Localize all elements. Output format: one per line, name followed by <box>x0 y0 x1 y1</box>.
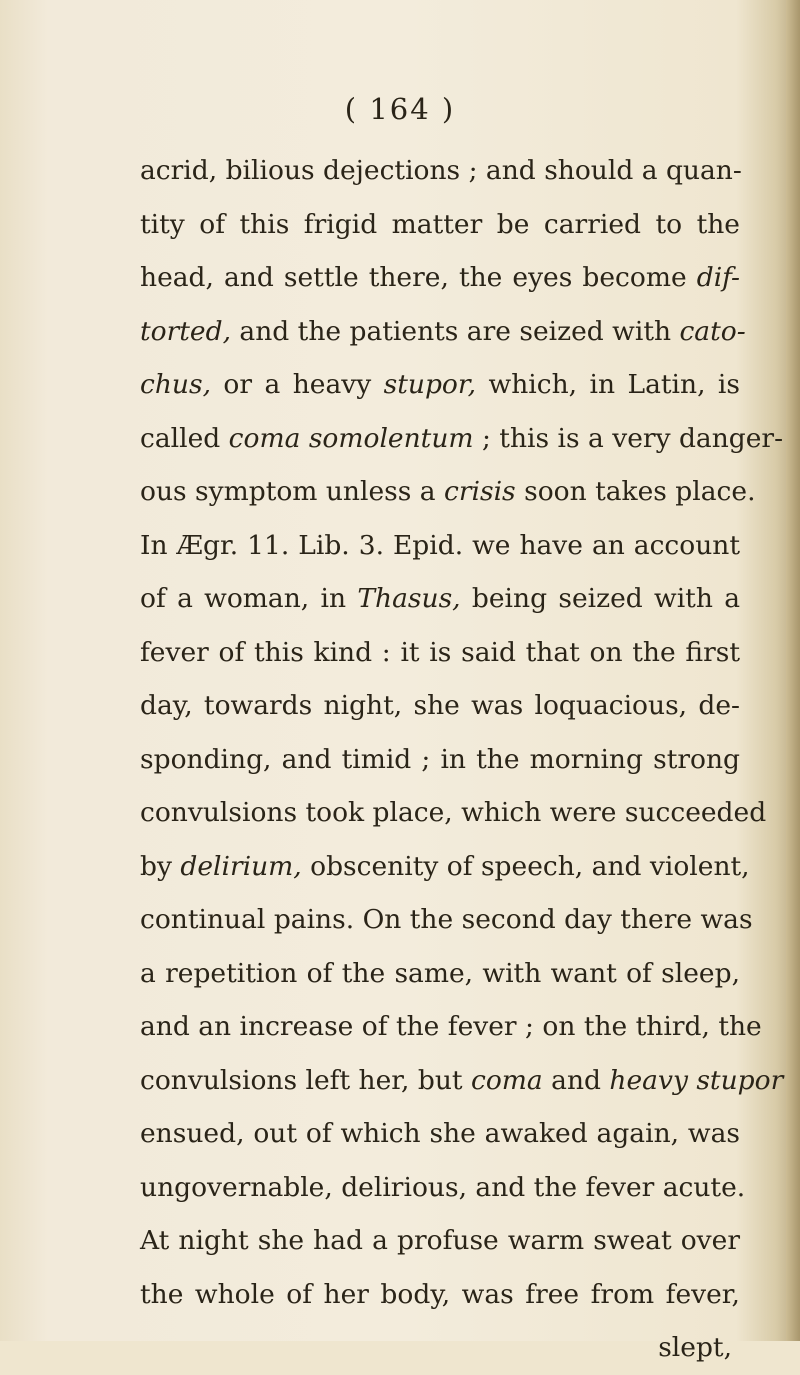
text-segment: of a woman, in <box>140 583 358 614</box>
text-segment: which, in Latin, is <box>476 369 740 400</box>
italic-text: crisis <box>444 476 516 507</box>
text-line <box>140 1214 740 1268</box>
text-line <box>140 412 784 466</box>
text-segment: head, and settle there, the eyes become <box>140 262 697 293</box>
italic-text: Thasus, <box>357 583 461 614</box>
italic-text: delirium, <box>180 850 302 882</box>
text-segment: In Ægr. 11. Lib. 3. Epid. we have an account <box>140 529 740 561</box>
text-segment: a repetition of the same, with want of sleep, <box>140 957 740 989</box>
text-segment: slept, <box>658 1332 732 1363</box>
body-text <box>140 144 784 1375</box>
text-segment: convulsions took place, which were succeeded <box>140 797 767 828</box>
text-line <box>140 840 750 894</box>
page-edge-shadow <box>786 0 800 1341</box>
text-line <box>140 465 756 519</box>
italic-text: coma <box>471 1064 543 1096</box>
text-segment: ous symptom unless a <box>140 476 444 507</box>
text-segment: and <box>542 1064 610 1096</box>
text-segment: by <box>140 850 181 882</box>
text-segment: fever of this kind : it is said that on the first <box>140 636 740 668</box>
text-segment: ; this is a very danger- <box>473 422 784 454</box>
text-segment: At night she had a profuse warm sweat over <box>140 1225 740 1256</box>
text-line <box>140 519 740 573</box>
text-line <box>140 679 740 733</box>
text-segment: and the patients are seized with <box>231 315 680 347</box>
text-line <box>140 251 740 305</box>
text-line <box>140 1000 762 1054</box>
text-line <box>140 626 740 680</box>
text-segment: ungovernable, delirious, and the fever acute. <box>140 1171 746 1203</box>
text-segment: day, towards night, she was loquacious, de- <box>140 690 740 721</box>
italic-text: stupor, <box>383 369 477 400</box>
text-line <box>140 1268 740 1322</box>
italic-text: cato- <box>679 315 746 347</box>
text-segment: and an increase of the fever ; on the third, the <box>140 1011 762 1042</box>
text-segment: called <box>140 422 229 454</box>
text-segment: sponding, and timid ; in the morning strong <box>140 743 740 775</box>
italic-text: chus, <box>140 369 211 400</box>
page-number-header: ( 164 ) <box>344 92 456 126</box>
text-segment: ensued, out of which she awaked again, was <box>140 1118 740 1149</box>
text-segment: acrid, bilious dejections ; and should a quan- <box>140 155 742 186</box>
text-line <box>140 893 753 947</box>
text-line <box>140 786 767 840</box>
text-segment: tity of this frigid matter be carried to the <box>140 208 740 240</box>
text-line <box>140 733 740 787</box>
italic-text: dif- <box>696 262 740 293</box>
text-segment: convulsions left her, but <box>140 1064 471 1096</box>
text-segment: the whole of her body, was free from fever, <box>140 1278 740 1310</box>
text-line <box>140 1107 740 1161</box>
text-line <box>140 305 746 359</box>
italic-text: coma somolentum <box>228 422 474 454</box>
text-line <box>140 198 740 252</box>
text-segment: or a heavy <box>211 369 384 400</box>
italic-text: torted, <box>140 315 231 347</box>
text-line <box>140 358 740 412</box>
italic-text: heavy stupor <box>609 1064 784 1096</box>
text-line <box>140 947 740 1001</box>
text-segment: soon takes place. <box>515 476 756 507</box>
text-segment: obscenity of speech, and violent, <box>301 850 750 882</box>
text-line <box>140 1054 784 1108</box>
text-line <box>140 1161 746 1215</box>
text-line <box>140 1321 740 1375</box>
text-segment: continual pains. On the second day there was <box>140 904 753 935</box>
text-line <box>140 144 740 198</box>
text-segment: being seized with a <box>460 583 741 614</box>
text-line <box>140 572 740 626</box>
